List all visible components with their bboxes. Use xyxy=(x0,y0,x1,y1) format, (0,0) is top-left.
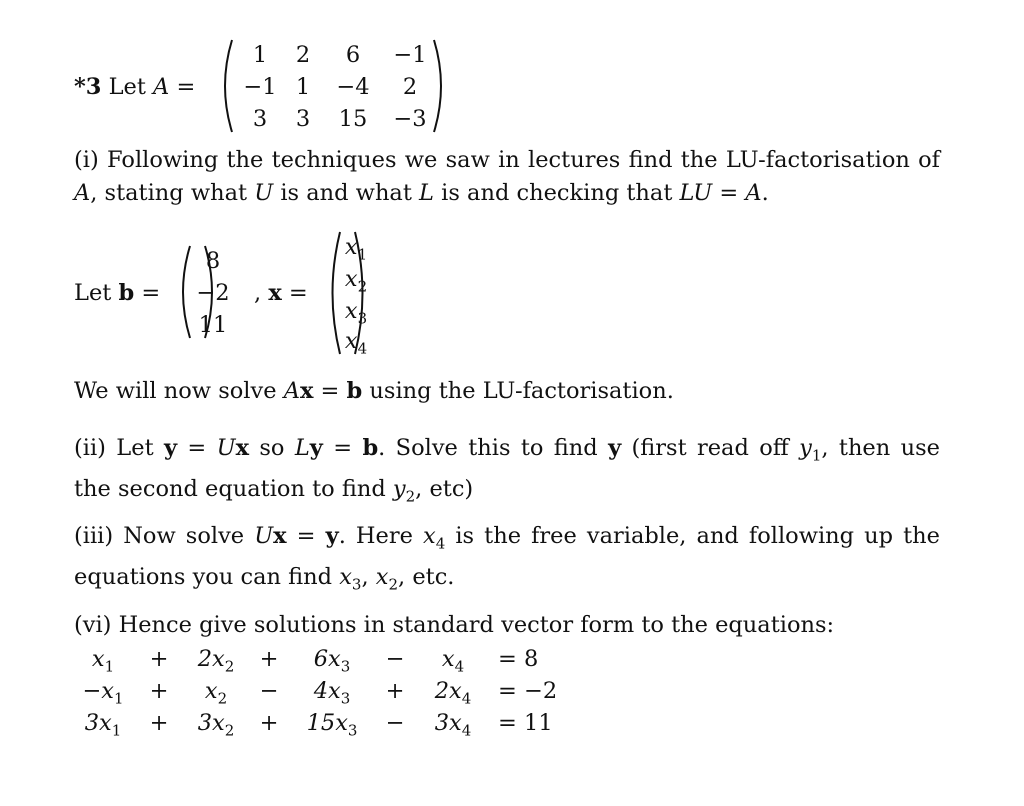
part-ii-line-2: the second equation to find $y_2$, etc) xyxy=(74,475,474,505)
x-vector-label: , x = xyxy=(254,280,308,306)
equation-term: $x_4$ xyxy=(441,646,465,676)
equals-sign: = xyxy=(176,74,196,100)
equation-term: $4x_3$ xyxy=(313,678,351,708)
matrix-cell: −4 xyxy=(336,74,370,100)
let-word: Let xyxy=(74,280,112,306)
equation-rhs: = 11 xyxy=(498,710,553,736)
matrix-cell: 15 xyxy=(338,106,368,132)
vector-b-name: b xyxy=(118,280,135,306)
vector-cell: $x_1$ xyxy=(344,234,368,264)
equation-term: $-x_1$ xyxy=(82,678,124,708)
part-i-paragraph xyxy=(74,144,940,210)
part-i-line-2: A, stating what U is and what L is and checking that LU = A. xyxy=(74,180,769,206)
vector-x-name: x xyxy=(268,280,282,306)
matrix-cell: 1 xyxy=(252,42,268,68)
solve-sentence: We will now solve Ax = b using the LU-factorisation. xyxy=(74,378,674,404)
equation-term: $x_1$ xyxy=(91,646,115,676)
equation-operator: − xyxy=(385,710,405,736)
matrix-cell: 6 xyxy=(345,42,361,68)
vector-x xyxy=(324,230,388,356)
part-vi-text: (vi) Hence give solutions in standard vector form to the equations: xyxy=(74,612,835,638)
matrix-cell: −1 xyxy=(243,74,277,100)
vector-cell: $x_4$ xyxy=(344,328,368,358)
vector-cell: $x_3$ xyxy=(344,298,368,328)
equation-operator: − xyxy=(385,646,405,672)
matrix-a xyxy=(216,38,450,134)
matrix-cell: 3 xyxy=(252,106,268,132)
part-ii-line-1: (ii) Let y = Ux so Ly = b. Solve this to find y (first read off $y_1$, then use xyxy=(74,435,940,465)
equation-operator: + xyxy=(259,710,279,736)
vectors-label xyxy=(74,282,160,305)
matrix-cell: 1 xyxy=(295,74,311,100)
matrix-cell: 2 xyxy=(295,42,311,68)
equation-term: $3x_2$ xyxy=(197,710,235,740)
equation-term: $x_2$ xyxy=(204,678,228,708)
equation-operator: + xyxy=(385,678,405,704)
equation-term: $2x_2$ xyxy=(197,646,235,676)
problem-heading xyxy=(74,76,195,99)
let-word: Let xyxy=(108,74,146,100)
equation-term: $3x_4$ xyxy=(434,710,472,740)
matrix-name: A xyxy=(153,74,170,100)
matrix-cell: 3 xyxy=(295,106,311,132)
matrix-cell: −1 xyxy=(393,42,427,68)
equation-operator: + xyxy=(149,646,169,672)
equation-operator: + xyxy=(149,678,169,704)
equation-term: $6x_3$ xyxy=(313,646,351,676)
part-i-line-1: (i) Following the techniques we saw in lectures find the LU-factorisation of xyxy=(74,147,940,173)
vector-cell: 11 xyxy=(198,312,228,338)
equation-term: $15x_3$ xyxy=(306,710,358,740)
part-ii-paragraph xyxy=(74,432,940,513)
equation-operator: + xyxy=(259,646,279,672)
equation-operator: + xyxy=(149,710,169,736)
part-iii-line-2: equations you can find $x_3$, $x_2$, etc. xyxy=(74,563,455,593)
equation-term: $2x_4$ xyxy=(434,678,472,708)
equation-term: $3x_1$ xyxy=(84,710,122,740)
vector-cell: −2 xyxy=(196,280,230,306)
vector-cell: $x_2$ xyxy=(344,266,368,296)
vector-b xyxy=(174,244,252,340)
equation-rhs: = 8 xyxy=(498,646,539,672)
part-iii-paragraph xyxy=(74,520,940,601)
vector-cell: 8 xyxy=(205,248,221,274)
matrix-cell: −3 xyxy=(393,106,427,132)
matrix-cell: 2 xyxy=(402,74,418,100)
left-paren xyxy=(216,38,236,134)
equation-operator: − xyxy=(259,678,279,704)
equation-rhs: = −2 xyxy=(498,678,558,704)
part-iii-line-1: (iii) Now solve Ux = y. Here $x_4$ is the free variable, and following up the xyxy=(74,523,940,553)
equals-sign: = xyxy=(141,280,161,306)
problem-number: *3 xyxy=(74,74,102,100)
